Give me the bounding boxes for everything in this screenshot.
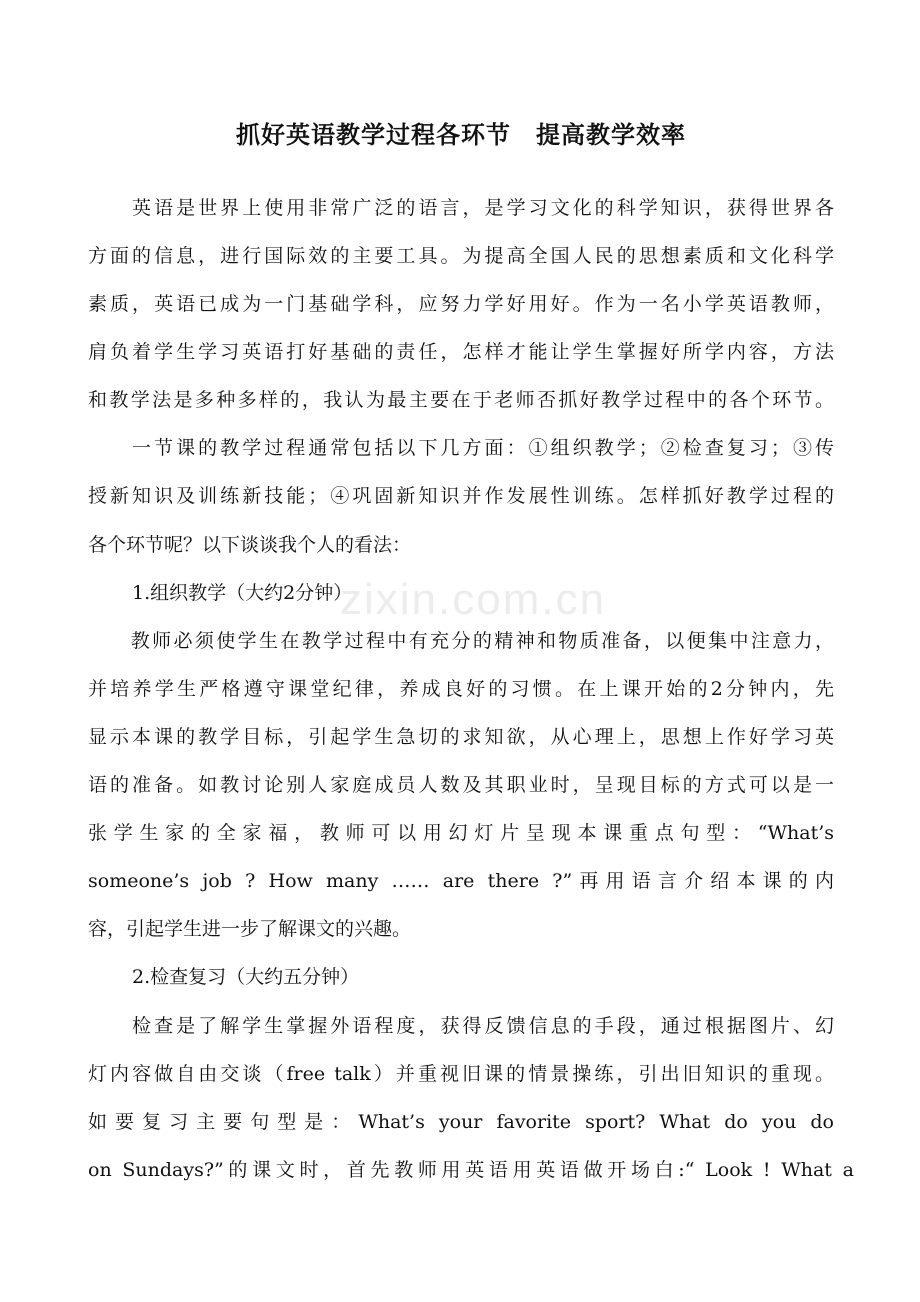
- body-line: 素质，英语已成为一门基础学科，应努力学好用好。作为一名小学英语教师，: [88, 293, 834, 315]
- body-line: 英语是世界上使用非常广泛的语言，是学习文化的科学知识，获得世界各: [88, 197, 834, 219]
- section-heading: 1.组织教学（大约2分钟）: [88, 582, 353, 604]
- body-line: 教师必须使学生在教学过程中有充分的精神和物质准备，以便集中注意力，: [88, 630, 834, 652]
- body-line: 并培养学生严格遵守课堂纪律，养成良好的习惯。在上课开始的2分钟内，先: [88, 678, 834, 700]
- body-line: 灯内容做自由交谈（free talk）并重视旧课的情景操练，引出旧知识的重现。: [88, 1063, 834, 1085]
- body-line: 检查是了解学生掌握外语程度，获得反馈信息的手段，通过根据图片、幻: [88, 1015, 834, 1037]
- watermark: zixin.com.cn: [340, 575, 607, 624]
- body-line: someone’s job ? How many …… are there ?”再用语言介绍本课的内: [88, 870, 834, 892]
- body-line: 一节课的教学过程通常包括以下几方面：①组织教学；②检查复习；③传: [88, 437, 834, 459]
- body-line: 授新知识及训练新技能；④巩固新知识并作发展性训练。怎样抓好教学过程的: [88, 485, 834, 507]
- body-line: 各个环节呢？以下谈谈我个人的看法：: [88, 534, 412, 556]
- body-line: 方面的信息，进行国际效的主要工具。为提高全国人民的思想素质和文化科学: [88, 245, 834, 267]
- body-line: 肩负着学生学习英语打好基础的责任，怎样才能让学生掌握好所学内容，方法: [88, 341, 834, 363]
- document-title: 抓好英语教学过程各环节 提高教学效率: [236, 120, 686, 149]
- body-line: on Sundays?”的课文时，首先教师用英语用英语做开场白:“ Look ! What a: [88, 1159, 854, 1181]
- body-line: 张学生家的全家福，教师可以用幻灯片呈现本课重点句型：“What’s: [88, 822, 834, 844]
- body-line: 和教学法是多种多样的，我认为最主要在于老师否抓好教学过程中的各个环节。: [88, 389, 834, 411]
- body-line: 容，引起学生进一步了解课文的兴趣。: [88, 918, 412, 940]
- body-line: 如要复习主要句型是：What’s your favorite sport? What do you do: [88, 1111, 834, 1133]
- body-line: 语的准备。如教讨论别人家庭成员人数及其职业时，呈现目标的方式可以是一: [88, 774, 834, 796]
- section-heading: 2.检查复习（大约五分钟）: [88, 966, 360, 988]
- body-line: 显示本课的教学目标，引起学生急切的求知欲，从心理上，思想上作好学习英: [88, 726, 834, 748]
